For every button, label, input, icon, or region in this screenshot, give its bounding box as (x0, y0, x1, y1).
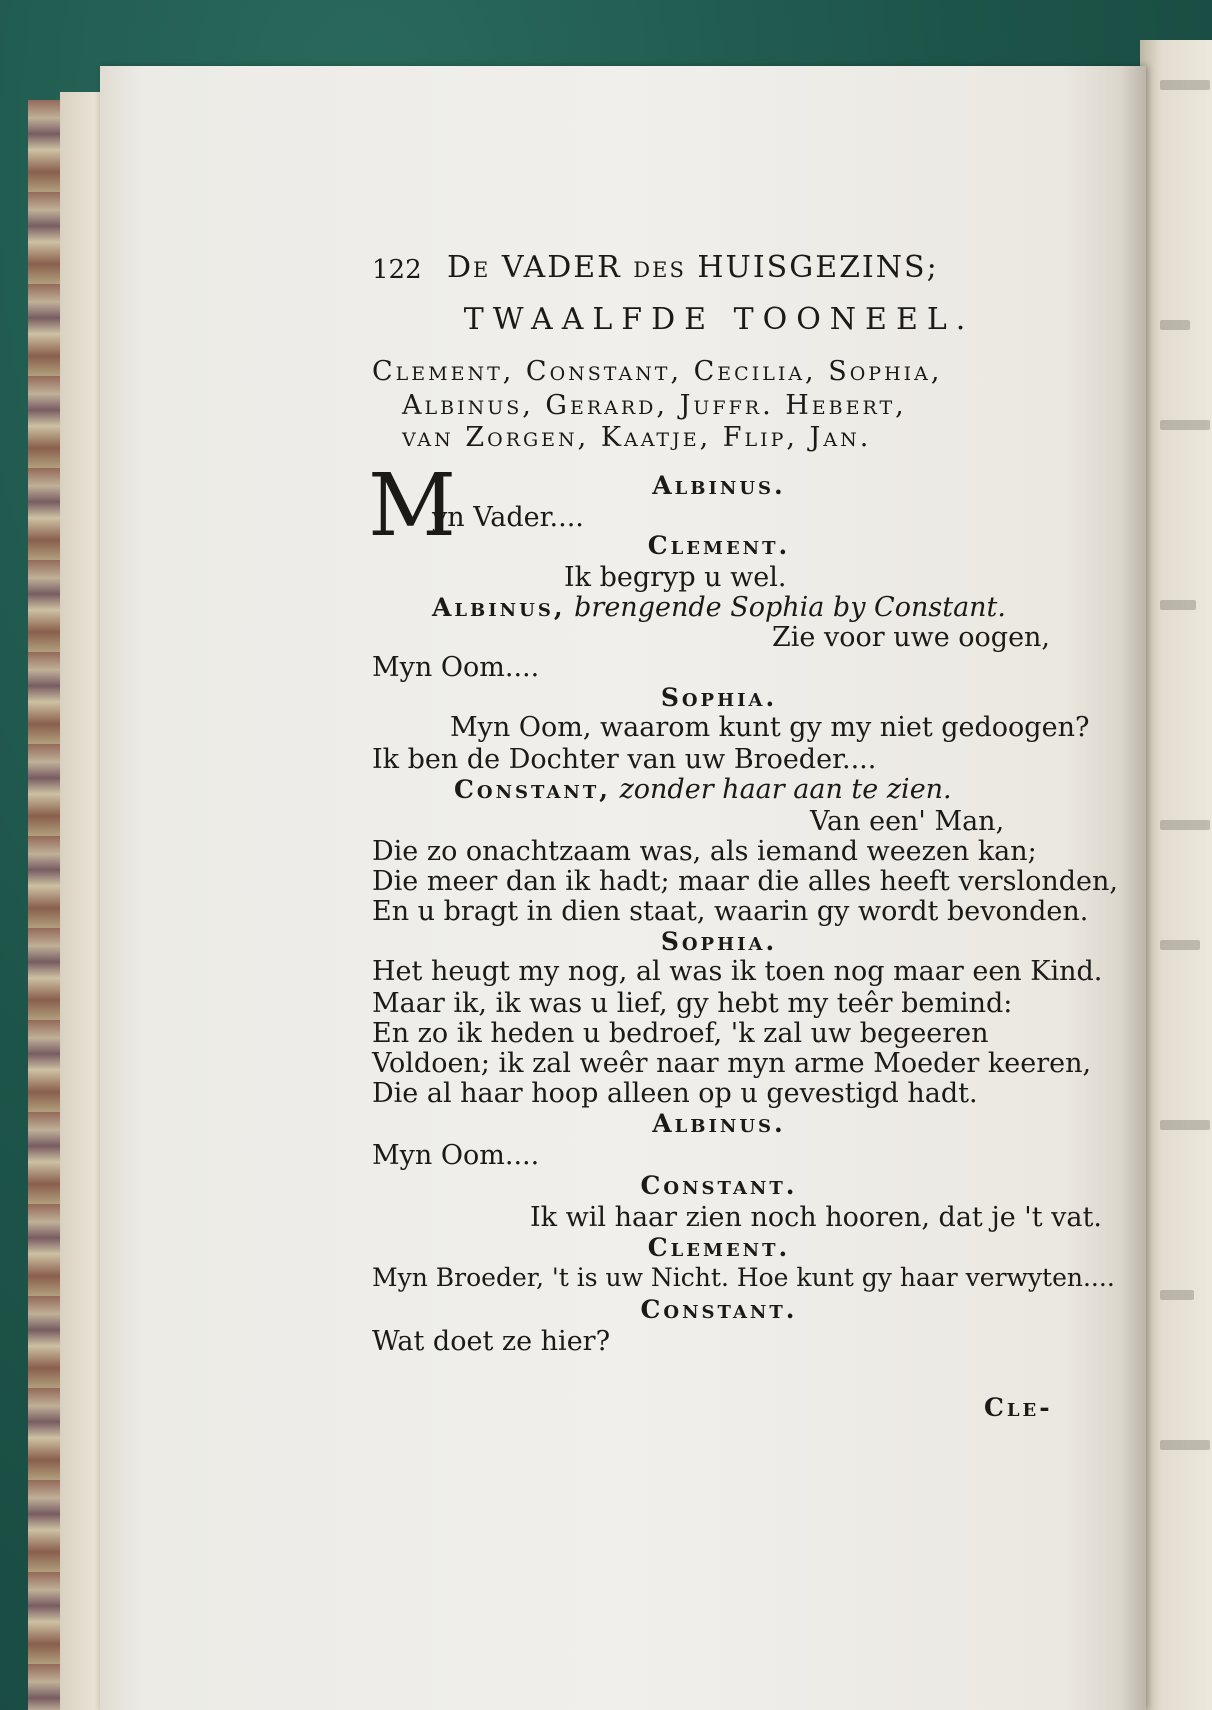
stage-direction: brengende Sophia by Constant. (574, 592, 1006, 623)
dialogue-line: Myn Oom.... (372, 1140, 540, 1171)
speaker-name: Clement. (647, 1233, 791, 1262)
page-number: 122 (372, 255, 422, 285)
dialogue-line: Myn Oom, waarom kunt gy my niet gedoogen? (450, 712, 1090, 743)
page-gutter-shadow (1120, 66, 1146, 1710)
speaker-name: Constant. (640, 1171, 798, 1200)
dialogue-line: Die al haar hoop alleen op u gevestigd hadt. (372, 1078, 978, 1109)
speaker-name: Sophia. (660, 927, 778, 956)
dialogue-line: En zo ik heden u bedroef, 'k zal uw begeeren (372, 1018, 989, 1049)
speaker-with-direction (432, 592, 1006, 624)
facing-page-edge (1140, 40, 1212, 1710)
speaker-name: Sophia. (660, 683, 778, 712)
dialogue-line: Maar ik, ik was u lief, gy hebt my teêr bemind: (372, 988, 1013, 1019)
speaker-name: Clement. (647, 531, 791, 560)
running-title: De VADER des HUISGEZINS; (447, 250, 939, 285)
stage-direction: zonder haar aan te zien. (619, 774, 952, 805)
dialogue-line: Het heugt my nog, al was ik toen nog maar een Kind. (372, 956, 1103, 987)
catchword: Cle- (984, 1393, 1053, 1422)
dialogue-line: Ik begryp u wel. (564, 562, 787, 593)
dialogue-line: Voldoen; ik zal weêr naar myn arme Moeder keeren, (372, 1048, 1092, 1079)
character-list-line: Albinus, Gerard, Juffr. Hebert, (402, 390, 907, 421)
dialogue-line: Myn Oom.... (372, 652, 540, 683)
dialogue-line: Wat doet ze hier? (372, 1326, 611, 1357)
character-list-line: Clement, Constant, Cecilia, Sophia, (372, 356, 943, 387)
speaker-name: Albinus, (432, 593, 566, 622)
dialogue-line: Ik wil haar zien noch hooren, dat je 't vat. (530, 1202, 1102, 1233)
speaker-name: Albinus. (652, 471, 786, 500)
speaker-with-direction (454, 774, 952, 806)
dialogue-line: En u bragt in dien staat, waarin gy wordt bevonden. (372, 896, 1089, 927)
character-list-line: van Zorgen, Kaatje, Flip, Jan. (402, 422, 872, 453)
scene-title: TWAALFDE TOONEEL. (463, 302, 975, 337)
dialogue-line: Zie voor uwe oogen, (772, 622, 1051, 653)
drop-cap: M (368, 456, 457, 556)
speaker-name: Constant. (640, 1295, 798, 1324)
dialogue-line: yn Vader.... (432, 502, 584, 533)
dialogue-line: Ik ben de Dochter van uw Broeder.... (372, 744, 877, 775)
dialogue-line: Die zo onachtzaam was, als iemand weezen kan; (372, 836, 1037, 867)
dialogue-line: Die meer dan ik hadt; maar die alles heeft verslonden, (372, 866, 1118, 897)
speaker-name: Albinus. (652, 1109, 786, 1138)
dialogue-line: Van een' Man, (810, 806, 1005, 837)
dialogue-line: Myn Broeder, 't is uw Nicht. Hoe kunt gy haar verwyten.... (372, 1263, 1115, 1292)
speaker-name: Constant, (454, 775, 611, 804)
